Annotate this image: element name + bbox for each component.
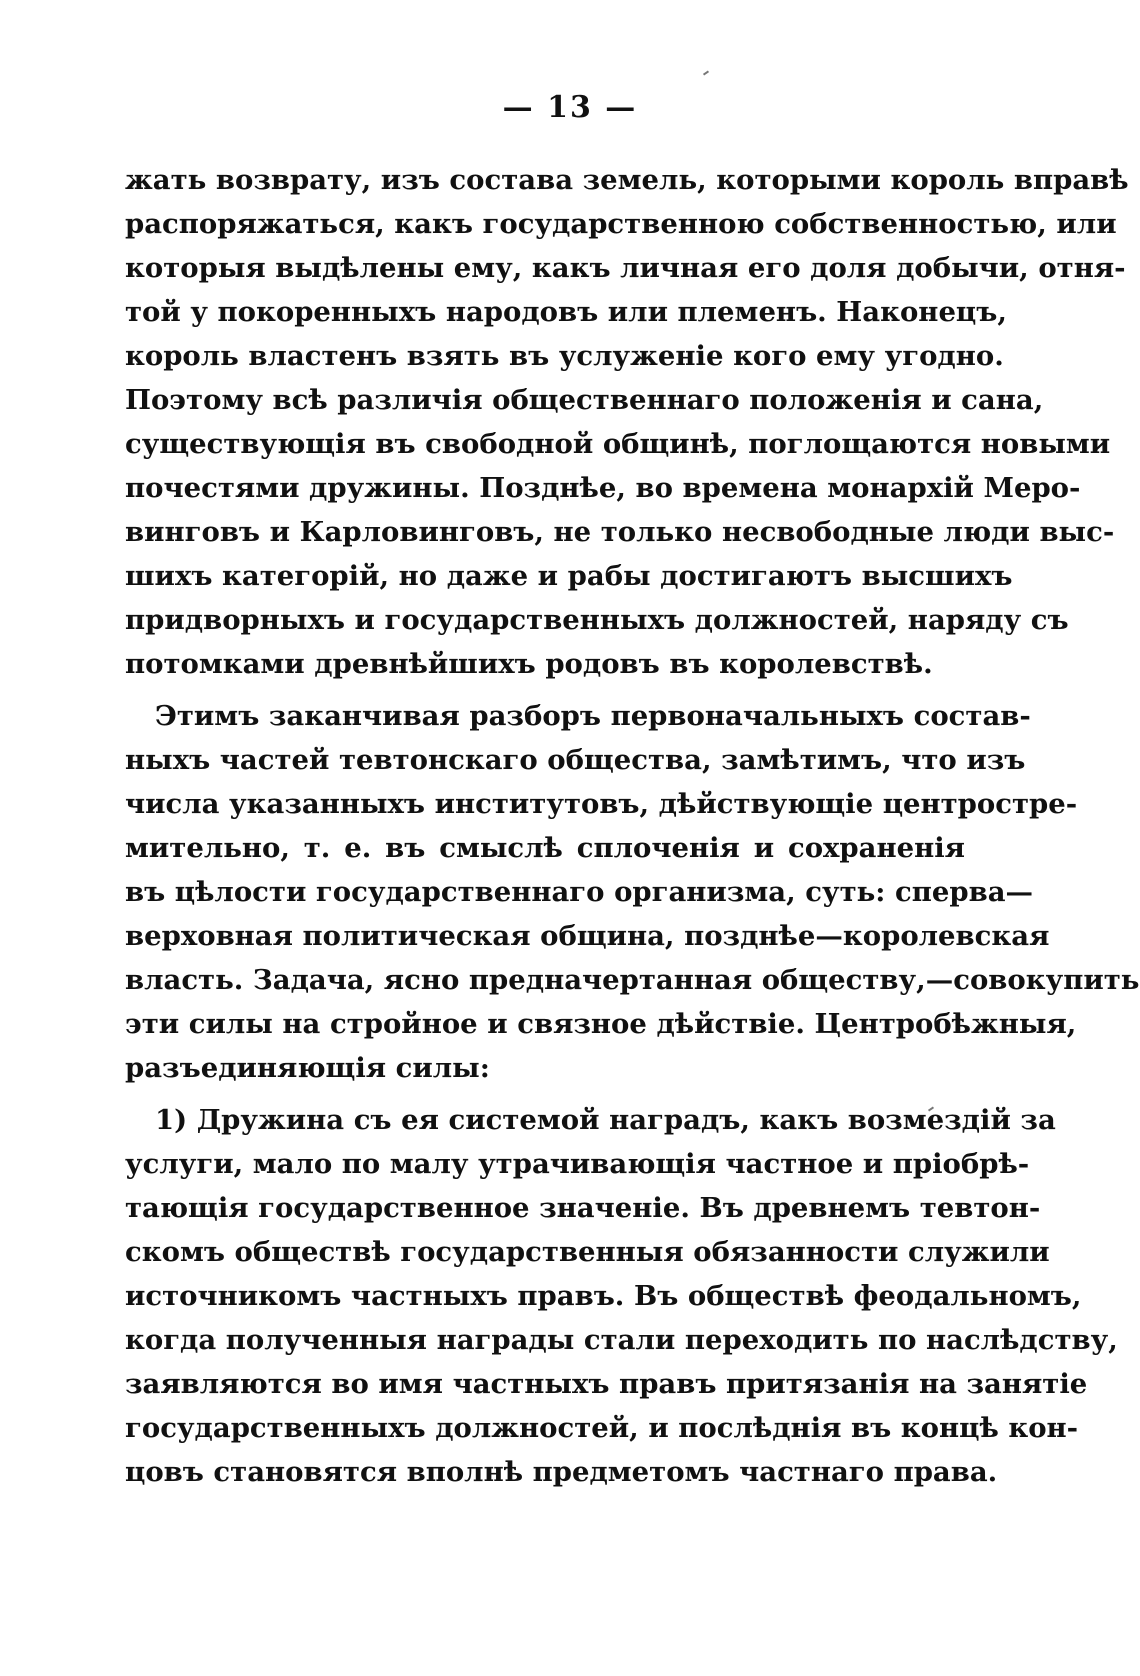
text-line: скомъ обществѣ государственныя обязанности служили xyxy=(125,1236,1050,1268)
text-line: 1) Дружина съ ея системой наградъ, какъ возмездій за xyxy=(155,1104,1056,1136)
text-line: шихъ категорій, но даже и рабы достигаютъ высшихъ xyxy=(125,560,1013,592)
text-line: источникомъ частныхъ правъ. Въ обществѣ феодальномъ, xyxy=(125,1280,1082,1312)
paragraph-gap xyxy=(125,1090,965,1098)
text-line: потомками древнѣйшихъ родовъ въ королевствѣ. xyxy=(125,648,933,680)
body-text xyxy=(125,158,1140,1494)
text-line: числа указанныхъ институтовъ, дѣйствующіе центростре- xyxy=(125,788,1078,820)
paragraph-2 xyxy=(125,694,1140,1090)
text-line: король властенъ взять въ услуженіе кого ему угодно. xyxy=(125,340,1004,372)
page-number: — 13 — xyxy=(502,90,638,125)
text-line: существующія въ свободной общинѣ, поглощаются новыми xyxy=(125,428,1111,460)
text-line: въ цѣлости государственнаго организма, суть: сперва— xyxy=(125,876,1034,908)
text-line: ныхъ частей тевтонскаго общества, замѣтимъ, что изъ xyxy=(125,744,1026,776)
text-line: винговъ и Карловинговъ, не только несвободные люди выс- xyxy=(125,516,1115,548)
text-line: государственныхъ должностей, и послѣднія въ концѣ кон- xyxy=(125,1412,1079,1444)
text-line: услуги, мало по малу утрачивающія частное и пріобрѣ- xyxy=(125,1148,1030,1180)
text-line: тающія государственное значеніе. Въ древнемъ тевтон- xyxy=(125,1192,1041,1224)
text-line: верховная политическая община, позднѣе—королевская xyxy=(125,920,1050,952)
text-line: той у покоренныхъ народовъ или племенъ. Наконецъ, xyxy=(125,296,1007,328)
text-line: цовъ становятся вполнѣ предметомъ частнаго права. xyxy=(125,1456,998,1488)
text-line: жать возврату, изъ состава земель, которыми король вправѣ xyxy=(125,164,1129,196)
paragraph-3 xyxy=(125,1098,1118,1494)
text-line: Поэтому всѣ различія общественнаго положенія и сана, xyxy=(125,384,1044,416)
text-line: разъединяющія силы: xyxy=(125,1052,490,1084)
text-line: Этимъ заканчивая разборъ первоначальныхъ состав- xyxy=(155,700,1031,732)
paragraph-gap xyxy=(125,686,965,694)
text-line: почестями дружины. Позднѣе, во времена монархій Меро- xyxy=(125,472,1081,504)
text-line: власть. Задача, ясно предначертанная обществу,—совокупить xyxy=(125,964,1140,996)
paragraph-1 xyxy=(125,158,1129,686)
text-line: заявляются во имя частныхъ правъ притязанія на занятіе xyxy=(125,1368,1088,1400)
text-line: придворныхъ и государственныхъ должностей, наряду съ xyxy=(125,604,1069,636)
text-line: распоряжаться, какъ государственною собственностью, или xyxy=(125,208,1117,240)
text-line: эти силы на стройное и связное дѣйствіе. Центробѣжныя, xyxy=(125,1008,1077,1040)
text-line: когда полученныя награды стали переходить по наслѣдству, xyxy=(125,1324,1118,1356)
paper-speck xyxy=(703,70,709,75)
text-line: которыя выдѣлены ему, какъ личная его доля добычи, отня- xyxy=(125,252,1126,284)
text-line: мительно, т. е. въ смыслѣ сплоченія и сохраненія xyxy=(125,832,965,864)
